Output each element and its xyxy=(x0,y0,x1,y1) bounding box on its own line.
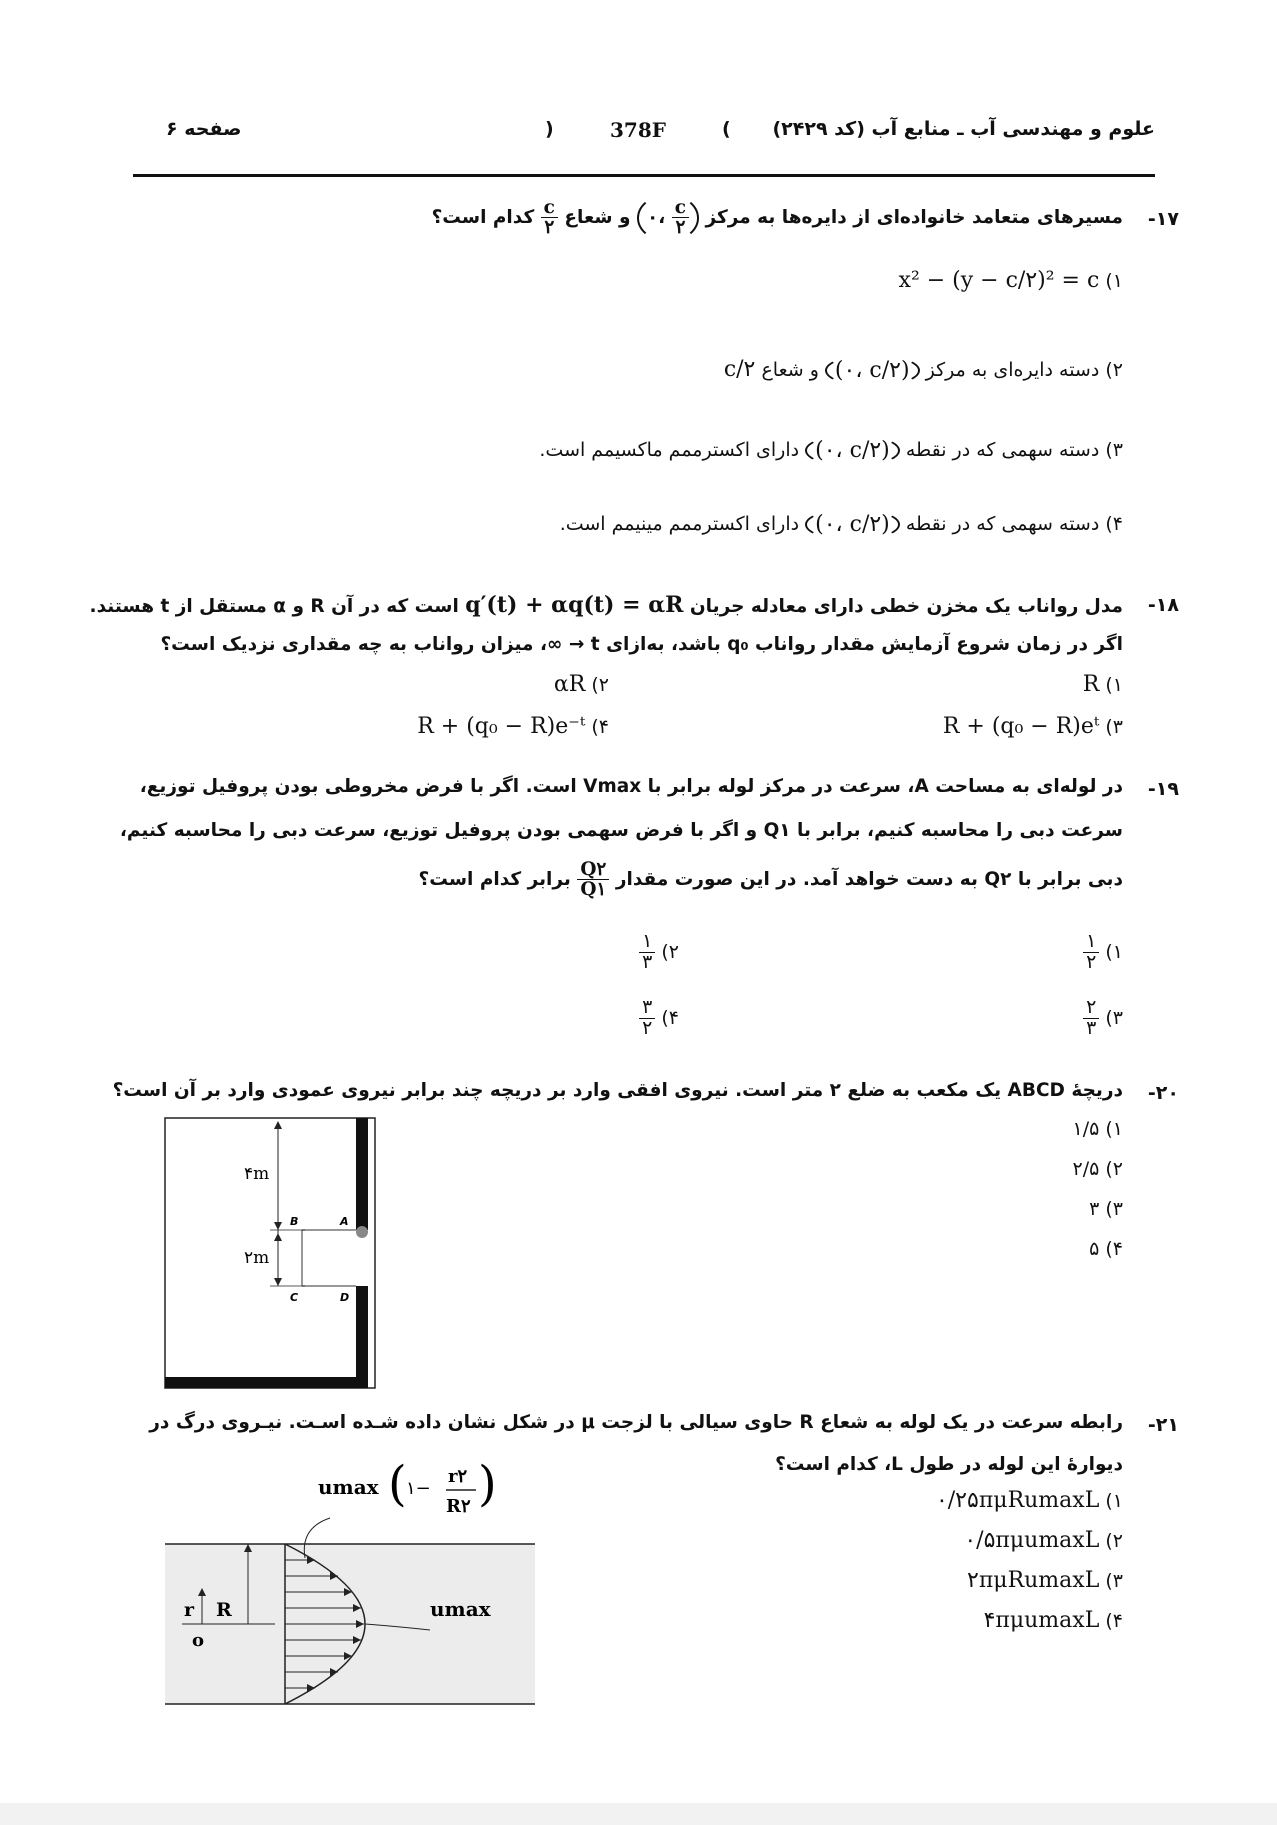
option-4[interactable]: ۴) ۴πμumaxL xyxy=(983,1608,1123,1633)
option-3[interactable]: ۳) $\frac{۲}{۳}$ xyxy=(1083,998,1123,1039)
dim-top-label: ۴m xyxy=(244,1164,270,1184)
option-1[interactable]: ۱) x² − (y − c/۲)² = c xyxy=(898,268,1123,293)
question-17 xyxy=(119,186,1179,566)
option-1[interactable]: ۱) ۱/۵ xyxy=(1072,1118,1123,1140)
option-1[interactable]: ۱) R xyxy=(1082,672,1123,697)
question-18 xyxy=(89,590,1179,760)
option-2[interactable]: ۲) ۰/۵πμumaxL xyxy=(964,1528,1123,1553)
origin-label: o xyxy=(192,1630,205,1651)
question-line-2: سرعت دبی را محاسبه کنیم، برابر با Q۱ و اگر با فرض سهمی بودن پروفیل توزیع، سرعت دبی را محاسبه کنیم، xyxy=(119,820,1123,841)
question-number: ۱۷- xyxy=(1147,208,1179,230)
R-label: R xyxy=(216,1599,232,1621)
gate-figure xyxy=(160,1113,380,1393)
point-d: D xyxy=(340,1291,350,1304)
pipe-velocity-figure xyxy=(160,1448,540,1708)
option-4[interactable]: ۴) ۵ xyxy=(1089,1238,1123,1260)
option-2[interactable]: ۲) αR xyxy=(553,672,609,697)
paren-open: ) xyxy=(545,118,554,140)
option-3[interactable]: ۳) دسته سهمی که در نقطه (۰، c/۲) دارای اکسترممم ماکسیمم است. xyxy=(539,434,1123,467)
question-line-1: در لوله‌ای به مساحت A، سرعت در مرکز لوله برابر با Vmax است. اگر با فرض مخروطی بودن پروفیل توزیع، xyxy=(139,776,1123,797)
option-3[interactable]: ۳) ۳ xyxy=(1089,1198,1123,1220)
question-text: دریچهٔ ABCD یک مکعب به ضلع ۲ متر است. نیروی افقی وارد بر دریچه چند برابر نیروی عمودی وارد بر آن است؟ xyxy=(112,1080,1123,1101)
point-c: C xyxy=(290,1291,299,1304)
question-line-1: رابطه سرعت در یک لوله به شعاع R حاوی سیالی با لزجت μ در شکل نشان داده شـده اسـت. نیـروی درگ در xyxy=(149,1412,1123,1433)
question-line-2: اگر در زمان شروع آزمایش مقدار رواناب q₀ باشد، به‌ازای t → ∞، میزان رواناب به چه مقداری نزدیک است؟ xyxy=(160,634,1123,655)
formula-paren-close: ) xyxy=(478,1456,497,1512)
option-3[interactable]: ۳) ۲πμRumaxL xyxy=(967,1568,1123,1593)
question-number: ۲۰- xyxy=(1147,1082,1179,1104)
option-2[interactable]: ۲) ۲/۵ xyxy=(1072,1158,1123,1180)
formula-paren-open: ( xyxy=(388,1456,407,1512)
option-4[interactable]: ۴) $\frac{۳}{۲}$ xyxy=(639,998,679,1039)
question-line-3: دبی برابر با Q۲ به دست خواهد آمد. در این صورت مقدار $\frac{Q۲}{Q۱}$ برابر کدام است؟ xyxy=(418,859,1123,901)
booklet-code: 378F xyxy=(610,118,666,142)
point-a: A xyxy=(340,1215,349,1228)
option-2[interactable]: ۲) دسته دایره‌ای به مرکز (۰، c/۲) و شعاع c/۲ xyxy=(724,354,1123,387)
question-number: ۱۹- xyxy=(1147,778,1179,800)
option-4[interactable]: ۴) R + (q₀ − R)e⁻ᵗ xyxy=(417,714,609,739)
option-1[interactable]: ۱) ۰/۲۵πμRumaxL xyxy=(935,1488,1123,1513)
umax-label: umax xyxy=(430,1597,491,1621)
question-line-2: دیوارهٔ این لوله در طول L، کدام است؟ xyxy=(775,1454,1123,1475)
page-number: صفحه ۶ xyxy=(166,118,242,140)
option-2[interactable]: ۲) $\frac{۱}{۳}$ xyxy=(639,932,679,973)
page-footer xyxy=(0,1803,1277,1825)
subject-title: علوم و مهندسی آب ـ منابع آب (کد ۲۴۲۹) xyxy=(772,118,1155,140)
paren-close: ( xyxy=(722,118,731,140)
dim-gate-label: ۲m xyxy=(244,1248,270,1268)
point-b: B xyxy=(290,1215,299,1228)
question-number: ۱۸- xyxy=(1147,594,1179,616)
formula-umax: umax xyxy=(318,1475,379,1499)
formula-denominator: R۲ xyxy=(446,1496,471,1517)
question-text: مسیرهای متعامد خانواده‌ای از دایره‌ها به مرکز $\frac{c}{۲}$ ،۰ و شعاع $\frac{c}{۲}$ کدام است؟ xyxy=(432,194,1123,242)
formula-one-minus: ۱− xyxy=(406,1478,431,1499)
question-number: ۲۱- xyxy=(1147,1414,1179,1436)
option-1[interactable]: ۱) $\frac{۱}{۲}$ xyxy=(1083,932,1123,973)
option-4[interactable]: ۴) دسته سهمی که در نقطه (۰، c/۲) دارای اکسترممم مینیمم است. xyxy=(560,508,1123,541)
header-rule xyxy=(133,174,1155,177)
question-line-1: مدل رواناب یک مخزن خطی دارای معادله جریان q′(t) + αq(t) = αR است که در آن R و α مستقل از t هستند. xyxy=(89,592,1123,618)
r-label: r xyxy=(184,1599,195,1621)
formula-numerator: r۲ xyxy=(448,1466,468,1487)
question-19 xyxy=(119,774,1179,1074)
option-3[interactable]: ۳) R + (q₀ − R)eᵗ xyxy=(942,714,1123,739)
